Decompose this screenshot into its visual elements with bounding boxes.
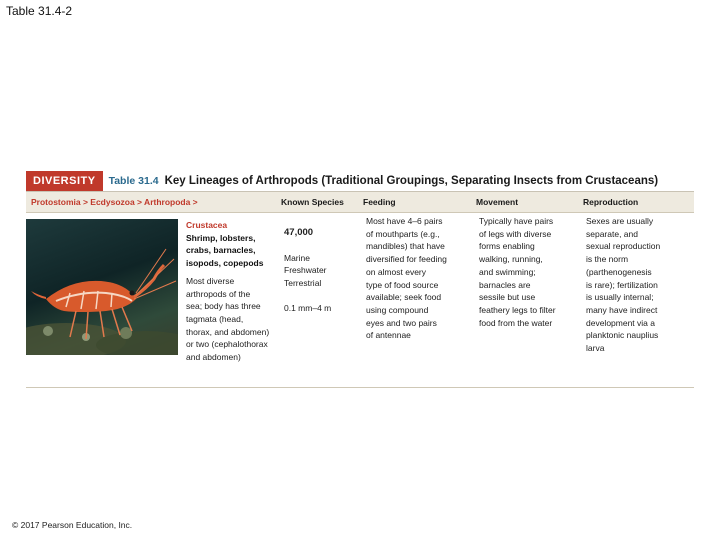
text-line: separate, and xyxy=(586,228,638,239)
text-line: forms enabling xyxy=(479,241,535,252)
copyright-notice: © 2017 Pearson Education, Inc. xyxy=(12,520,133,530)
text-line: of mouthparts (e.g., xyxy=(366,228,440,239)
text-line: many have indirect xyxy=(586,304,658,315)
text-line: mandibles) that have xyxy=(366,241,445,252)
text-line: is the norm xyxy=(586,254,629,265)
reproduction-cell xyxy=(586,215,692,355)
habitat-item: Marine xyxy=(284,252,310,263)
column-header-movement: Movement xyxy=(476,197,519,207)
text-line: or two (cephalothorax xyxy=(186,339,268,350)
text-line: available; seek food xyxy=(366,292,442,303)
text-line: (parthenogenesis xyxy=(586,266,652,277)
size-range: 0.1 mm–4 m xyxy=(284,302,332,313)
column-header-feeding: Feeding xyxy=(363,197,396,207)
slide-title: Table 31.4-2 xyxy=(6,4,73,18)
text-line: sessile but use xyxy=(479,292,536,303)
species-count: 47,000 xyxy=(284,227,314,238)
diversity-table xyxy=(26,171,694,388)
text-line: feathery legs to filter xyxy=(479,304,556,315)
text-line: arthropods of the xyxy=(186,288,251,299)
diversity-badge: DIVERSITY xyxy=(26,171,103,191)
table-title: Key Lineages of Arthropods (Traditional Groupings, Separating Insects from Crustaceans) xyxy=(164,175,659,187)
text-line: isopods, copepods xyxy=(186,258,264,269)
text-line: sexual reproduction xyxy=(586,241,661,252)
text-line: and abdomen) xyxy=(186,352,241,363)
text-line: using compound xyxy=(366,304,429,315)
text-line: on almost every xyxy=(366,266,426,277)
text-line: planktonic nauplius xyxy=(586,330,659,341)
text-line: diversified for feeding xyxy=(366,254,447,265)
text-line: Most have 4–6 pairs xyxy=(366,216,443,226)
taxonomy-breadcrumb: Protostomia > Ecdysozoa > Arthropoda > xyxy=(31,197,198,207)
lineage-examples xyxy=(186,232,276,270)
text-line: food from the water xyxy=(479,317,553,328)
habitat-list xyxy=(284,252,360,290)
text-line: walking, running, xyxy=(479,254,543,265)
table-row-crustacea xyxy=(26,213,694,388)
table-number: Table 31.4 xyxy=(108,175,159,187)
column-header-known-species: Known Species xyxy=(281,197,344,207)
text-line: eyes and two pairs xyxy=(366,317,437,328)
text-line: of antennae xyxy=(366,330,411,341)
lineage-name: Crustacea xyxy=(186,220,228,230)
text-line: sea; body has three xyxy=(186,301,261,312)
text-line: larva xyxy=(586,343,605,354)
text-line: development via a xyxy=(586,317,655,328)
text-line: Most diverse xyxy=(186,275,235,286)
column-header-row xyxy=(26,192,694,213)
text-line: type of food source xyxy=(366,279,439,290)
shrimp-illustration xyxy=(26,219,178,355)
text-line: is usually internal; xyxy=(586,292,654,303)
column-header-reproduction: Reproduction xyxy=(583,197,639,207)
text-line: Typically have pairs xyxy=(479,216,554,226)
text-line: Sexes are usually xyxy=(586,216,654,226)
text-line: Shrimp, lobsters, xyxy=(186,232,256,243)
text-line: thorax, and abdomen) xyxy=(186,326,270,337)
feeding-cell xyxy=(366,215,474,342)
shrimp-photo xyxy=(26,219,178,355)
text-line: tagmata (head, xyxy=(186,313,244,324)
habitat-item: Terrestrial xyxy=(284,278,322,289)
movement-cell xyxy=(479,215,581,329)
text-line: crabs, barnacles, xyxy=(186,245,256,256)
lineage-description xyxy=(186,275,276,364)
text-line: is rare); fertilization xyxy=(586,279,658,290)
habitat-item: Freshwater xyxy=(284,265,327,276)
text-line: and swimming; xyxy=(479,266,536,277)
known-species-cell xyxy=(284,225,360,315)
table-header xyxy=(26,171,694,192)
crustacea-cell xyxy=(186,219,276,364)
text-line: of legs with diverse xyxy=(479,228,552,239)
text-line: barnacles are xyxy=(479,279,531,290)
